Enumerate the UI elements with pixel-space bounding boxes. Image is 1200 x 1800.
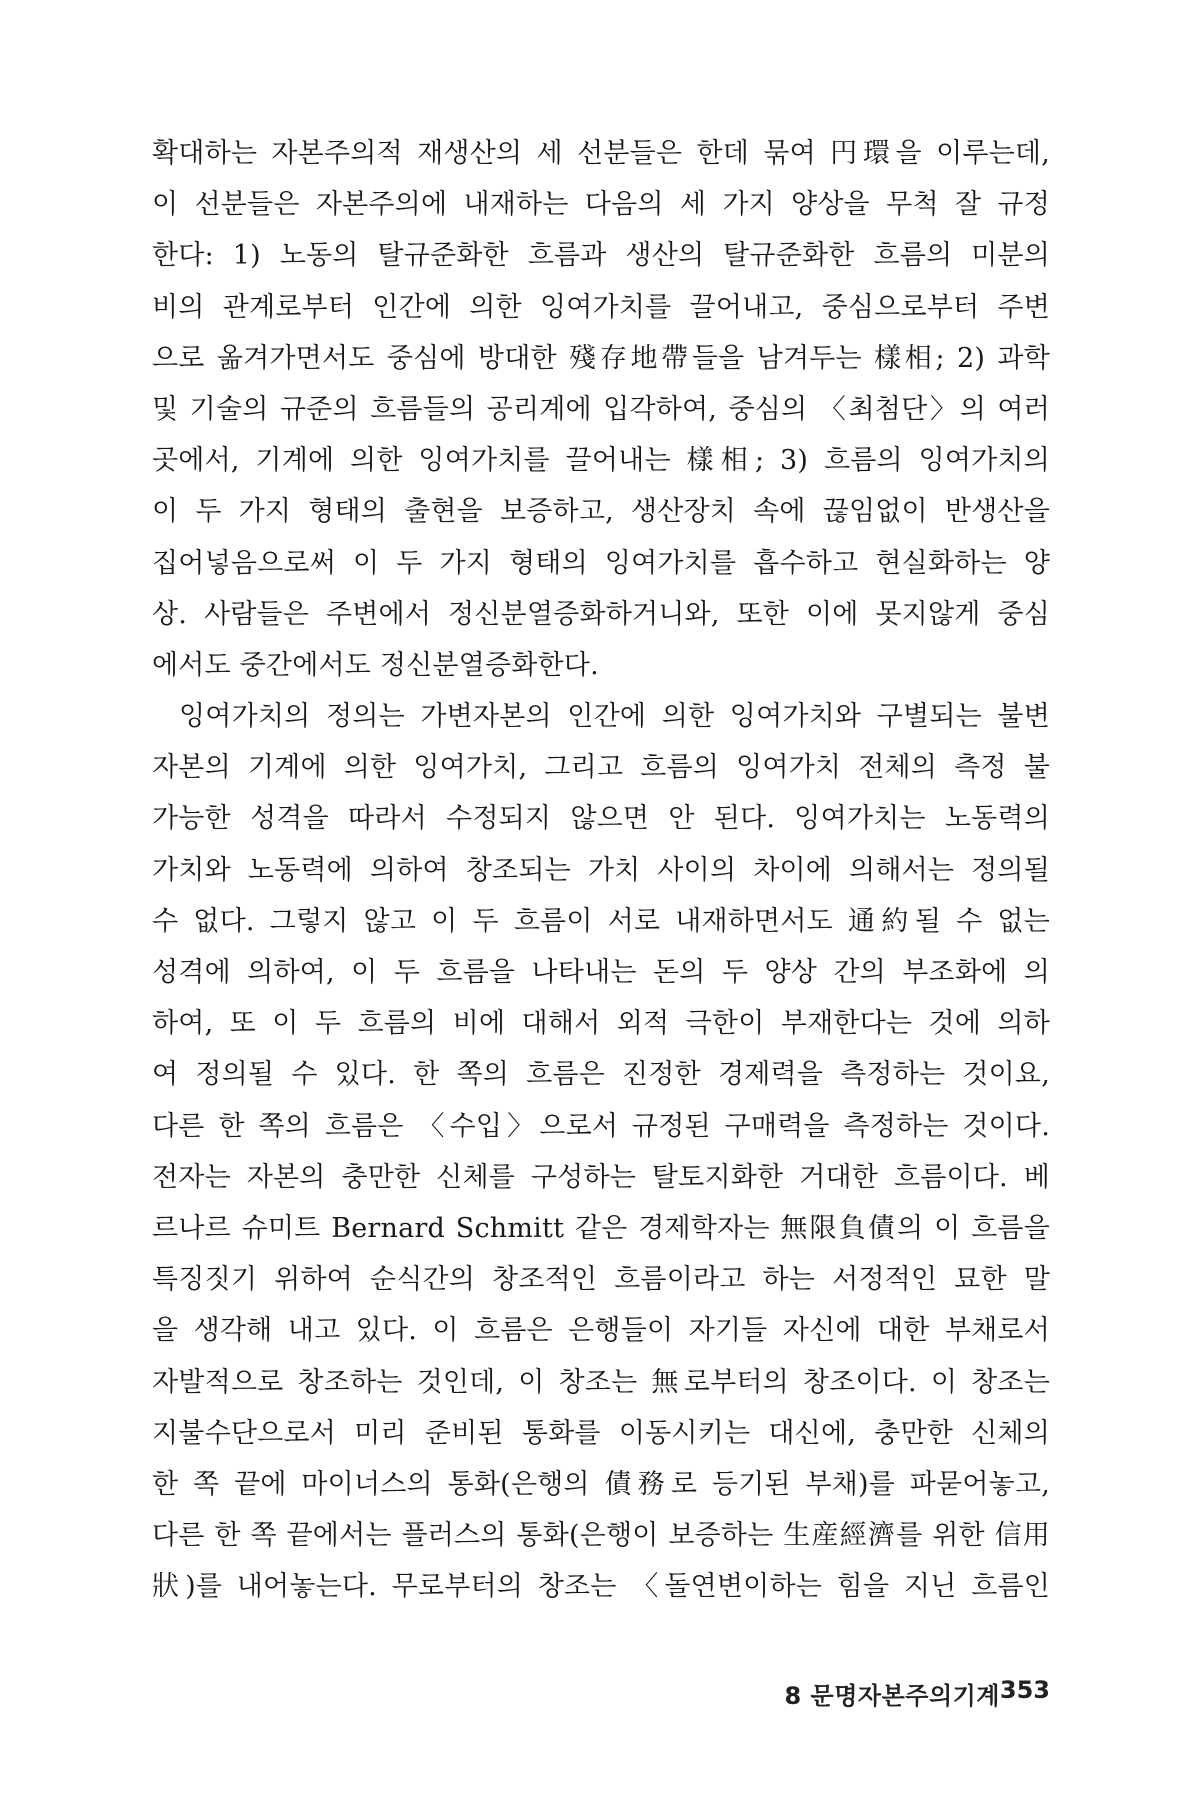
text-line: 비의 관계로부터 인간에 의한 잉여가치를 끌어내고, 중심으로부터 주변 bbox=[152, 291, 1050, 323]
text-line: 狀)를 내어놓는다. 무로부터의 창조는 〈돌연변이하는 힘을 지닌 흐름인 bbox=[152, 1571, 1050, 1603]
text-line: 한 쪽 끝에 마이너스의 통화(은행의 債務로 등기된 부채)를 파묻어놓고, bbox=[152, 1468, 1050, 1500]
text-line: 이 선분들은 자본주의에 내재하는 다음의 세 가지 양상을 무척 잘 규정 bbox=[152, 189, 1050, 221]
text-line: 르나르 슈미트 Bernard Schmitt 같은 경제학자는 無限負債의 이 흐름을 bbox=[152, 1212, 1050, 1244]
text-line: 및 기술의 규준의 흐름들의 공리계에 입각하여, 중심의 〈최첨단〉의 여러 bbox=[152, 393, 1050, 425]
text-line: 다른 한 쪽의 흐름은 〈수입〉으로서 규정된 구매력을 측정하는 것이다. bbox=[152, 1110, 1050, 1142]
page-footer bbox=[0, 1676, 1200, 1716]
text-line: 특징짓기 위하여 순식간의 창조적인 흐름이라고 하는 서정적인 묘한 말 bbox=[152, 1264, 1050, 1296]
text-line: 한다: 1) 노동의 탈규준화한 흐름과 생산의 탈규준화한 흐름의 미분의 bbox=[152, 240, 1050, 272]
text-line: 자발적으로 창조하는 것인데, 이 창조는 無로부터의 창조이다. 이 창조는 bbox=[152, 1366, 1050, 1398]
text-line: 가능한 성격을 따라서 수정되지 않으면 안 된다. 잉여가치는 노동력의 bbox=[152, 803, 1050, 835]
text-line: 자본의 기계에 의한 잉여가치, 그리고 흐름의 잉여가치 전체의 측정 불 bbox=[152, 752, 1050, 784]
text-line: 수 없다. 그렇지 않고 이 두 흐름이 서로 내재하면서도 通約될 수 없는 bbox=[152, 905, 1050, 937]
paragraph-end-line: 에서도 중간에서도 정신분열증화한다. bbox=[152, 649, 599, 681]
text-line: 하여, 또 이 두 흐름의 비에 대해서 외적 극한이 부재한다는 것에 의하 bbox=[152, 1008, 1050, 1040]
text-line: 으로 옮겨가면서도 중심에 방대한 殘存地帶들을 남겨두는 樣相; 2) 과학 bbox=[152, 342, 1050, 374]
text-line: 지불수단으로서 미리 준비된 통화를 이동시키는 대신에, 충만한 신체의 bbox=[152, 1417, 1050, 1449]
text-line: 집어넣음으로써 이 두 가지 형태의 잉여가치를 흡수하고 현실화하는 양 bbox=[152, 547, 1050, 579]
text-line: 다른 한 쪽 끝에서는 플러스의 통화(은행이 보증하는 生産經濟를 위한 信用 bbox=[152, 1520, 1050, 1552]
text-line: 성격에 의하여, 이 두 흐름을 나타내는 돈의 두 양상 간의 부조화에 의 bbox=[152, 957, 1050, 988]
text-line: 확대하는 자본주의적 재생산의 세 선분들은 한데 묶여 円環을 이루는데, bbox=[152, 138, 1050, 169]
text-line: 을 생각해 내고 있다. 이 흐름은 은행들이 자기들 자신에 대한 부채로서 bbox=[152, 1315, 1050, 1347]
text-line: 이 두 가지 형태의 출현을 보증하고, 생산장치 속에 끊임없이 반생산을 bbox=[152, 496, 1050, 528]
running-head: 8 문명자본주의기계 bbox=[784, 1682, 1000, 1710]
text-line: 상. 사람들은 주변에서 정신분열증화하거니와, 또한 이에 못지않게 중심 bbox=[152, 598, 1050, 630]
paragraph-start-line: 잉여가치의 정의는 가변자본의 인간에 의한 잉여가치와 구별되는 불변 bbox=[179, 701, 1050, 733]
text-line: 전자는 자본의 충만한 신체를 구성하는 탈토지화한 거대한 흐름이다. 베 bbox=[152, 1161, 1050, 1193]
text-line: 여 정의될 수 있다. 한 쪽의 흐름은 진정한 경제력을 측정하는 것이요, bbox=[152, 1059, 1050, 1091]
page-number: 353 bbox=[999, 1676, 1050, 1704]
body-text bbox=[152, 128, 1050, 1612]
text-line: 곳에서, 기계에 의한 잉여가치를 끌어내는 樣相; 3) 흐름의 잉여가치의 bbox=[152, 445, 1050, 477]
text-line: 가치와 노동력에 의하여 창조되는 가치 사이의 차이에 의해서는 정의될 bbox=[152, 854, 1050, 886]
